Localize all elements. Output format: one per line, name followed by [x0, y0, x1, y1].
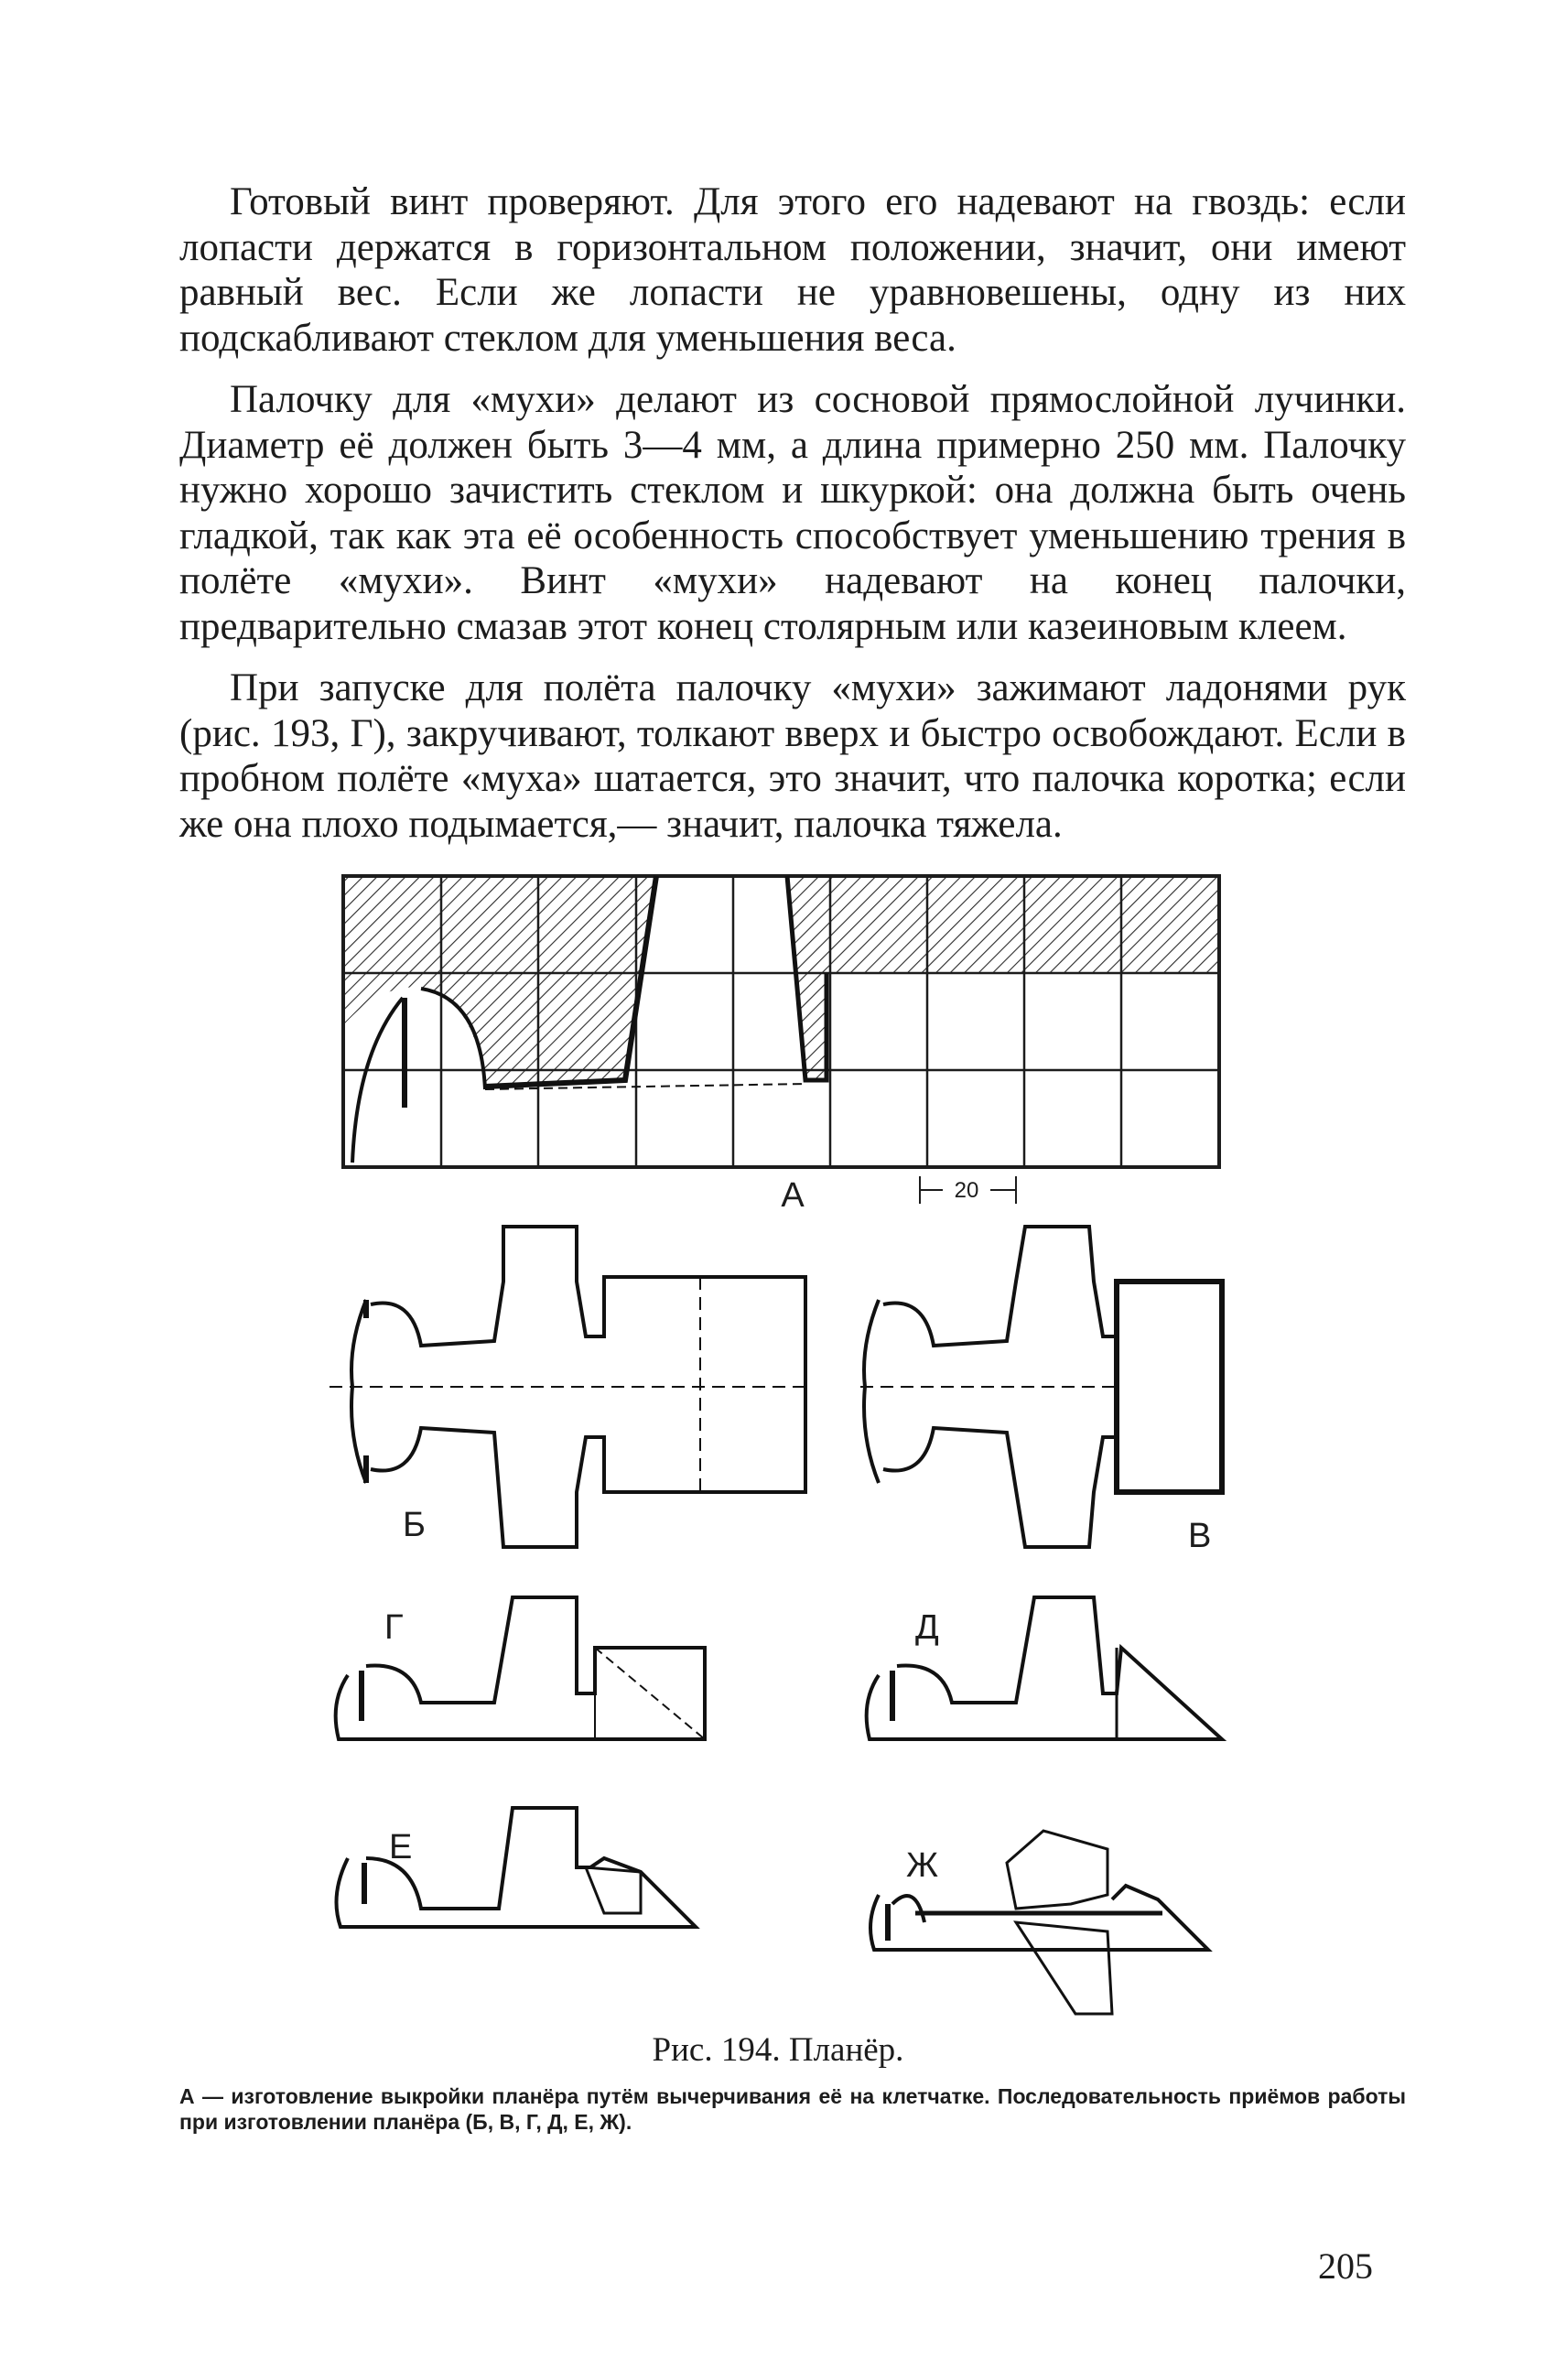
- figure-caption: А — изготовление выкройки планёра путём вычерчивания её на клетчатке. Последовательность приёмов работы при изготовлении планёра (Б, В, Г, Д, Е, Ж).: [179, 2084, 1406, 2134]
- label-b: Б: [403, 1506, 426, 1544]
- paragraph-1: Готовый винт проверяют. Для этого его надевают на гвоздь: если лопасти держатся в горизонтальном положении, значит, они имеют равный вес. Если же лопасти не уравновешены, одну из них подскабливают стеклом для уменьшения веса.: [179, 180, 1406, 360]
- scale-label: 20: [954, 1178, 979, 1203]
- figure-e-side: [337, 1808, 697, 1927]
- figure-v-cutout: [860, 1227, 1222, 1547]
- figure-a-grid: [343, 876, 1219, 1167]
- paragraph-2: Палочку для «мухи» делают из сосновой прямослойной лучинки. Диаметр её должен быть 3—4 мм, а длина примерно 250 мм. Палочку нужно хорошо зачистить стеклом и шкуркой: она должна быть очень гладкой, так как эта её особенность способствует уменьшению трения в полёте «мухи». Винт «мухи» надевают на конец палочки, предварительно смазав этот конец столярным или казеиновым клеем.: [179, 378, 1406, 648]
- label-g: Г: [384, 1608, 404, 1647]
- page-number: 205: [1318, 2245, 1373, 2287]
- label-d: Д: [915, 1608, 939, 1647]
- figure-title: Рис. 194. Планёр.: [652, 2031, 904, 2069]
- scale-bar: [920, 1176, 1016, 1204]
- label-zh: Ж: [906, 1846, 939, 1885]
- paragraph-3: При запуске для полёта палочку «мухи» зажимают ладонями рук (рис. 193, Г), закручивают, толкают вверх и быстро освобождают. Если в пробном полёте «муха» шатается, это значит, что палочка коротка; если же она плохо подымается,— значит, палочка тяжела.: [179, 666, 1406, 846]
- label-a: А: [781, 1176, 805, 1215]
- figure-b-cutout: [330, 1227, 805, 1547]
- label-v: В: [1188, 1517, 1212, 1555]
- label-e: Е: [389, 1828, 413, 1866]
